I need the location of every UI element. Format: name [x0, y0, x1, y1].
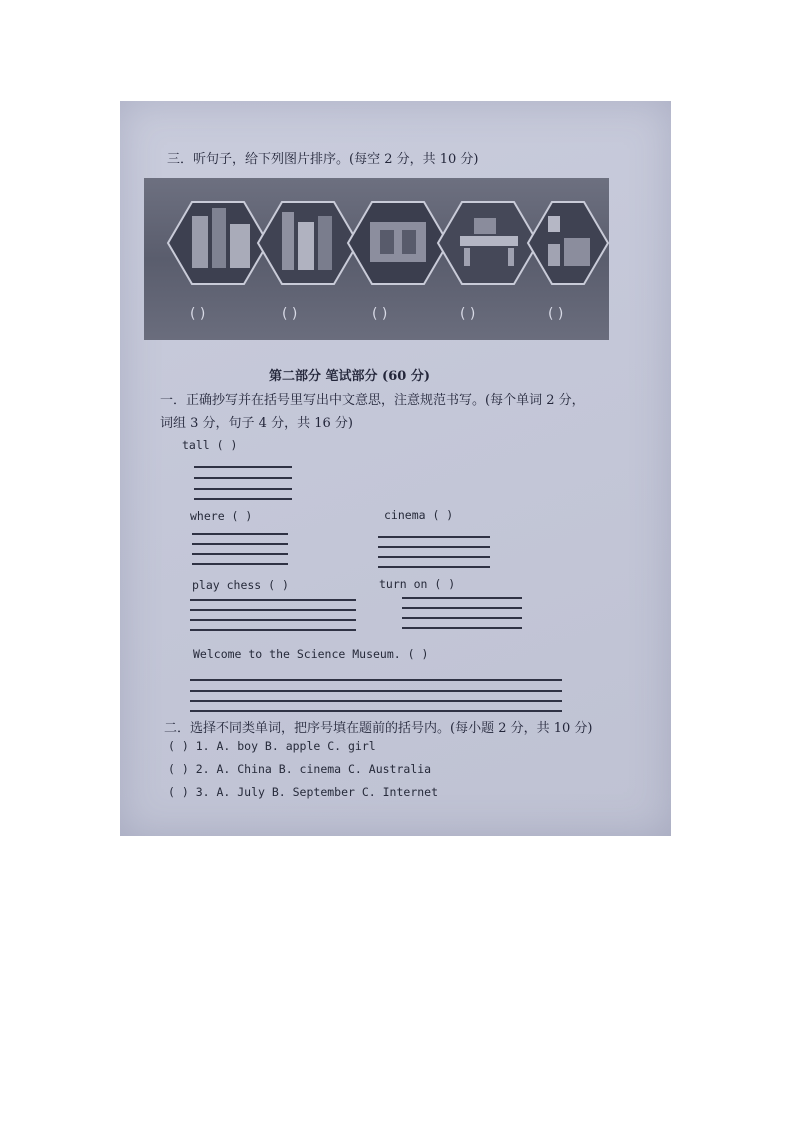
writing-line[interactable]	[194, 498, 292, 500]
picture-slot-5[interactable]: ( )	[548, 306, 564, 322]
writing-line[interactable]	[378, 556, 490, 558]
item-turn-on: turn on ( )	[379, 577, 456, 591]
picture-slot-2[interactable]: ( )	[282, 306, 298, 322]
writing-line[interactable]	[192, 543, 288, 545]
scanned-worksheet-photo	[120, 101, 671, 836]
writing-line[interactable]	[190, 710, 562, 712]
writing-line[interactable]	[192, 563, 288, 565]
writing-line[interactable]	[190, 599, 356, 601]
question-2: ( ) 2. A. China B. cinema C. Australia	[168, 762, 432, 776]
writing-line[interactable]	[378, 566, 490, 568]
question-3: ( ) 3. A. July B. September C. Internet	[168, 785, 439, 799]
picture-strip	[144, 178, 609, 340]
writing-line[interactable]	[378, 546, 490, 548]
section3-title: 三．听句子，给下列图片排序。(每空 2 分，共 10 分)	[167, 152, 479, 167]
writing-line[interactable]	[192, 553, 288, 555]
writing-line[interactable]	[194, 466, 292, 468]
writing-line[interactable]	[194, 488, 292, 490]
question-1: ( ) 1. A. boy B. apple C. girl	[168, 739, 376, 753]
part2-title: 第二部分 笔试部分 (60 分)	[269, 369, 430, 384]
buildings-icon	[168, 202, 268, 284]
room-icon	[528, 202, 608, 284]
writing-line[interactable]	[402, 607, 522, 609]
picture-slot-4[interactable]: ( )	[460, 306, 476, 322]
item-where: where ( )	[190, 509, 253, 523]
classroom-icon	[438, 202, 538, 284]
writing-line[interactable]	[190, 690, 562, 692]
writing-line[interactable]	[190, 609, 356, 611]
section2-title: 二．选择不同类单词，把序号填在题前的括号内。(每小题 2 分，共 10 分)	[164, 721, 593, 736]
writing-line[interactable]	[402, 597, 522, 599]
writing-line[interactable]	[190, 679, 562, 681]
item-play-chess: play chess ( )	[192, 578, 289, 592]
writing-line[interactable]	[402, 627, 522, 629]
writing-line[interactable]	[378, 536, 490, 538]
writing-line[interactable]	[190, 700, 562, 702]
section1-title-line2: 词组 3 分，句子 4 分，共 16 分)	[160, 416, 353, 431]
item-tall: tall ( )	[182, 438, 238, 452]
cinema-icon	[348, 202, 448, 284]
section1-title-line1: 一．正确抄写并在括号里写出中文意思，注意规范书写。(每个单词 2 分，	[160, 393, 585, 408]
item-cinema: cinema ( )	[384, 508, 454, 522]
city-icon	[258, 202, 358, 284]
picture-slot-3[interactable]: ( )	[372, 306, 388, 322]
writing-line[interactable]	[190, 629, 356, 631]
writing-line[interactable]	[192, 533, 288, 535]
writing-line[interactable]	[194, 477, 292, 479]
writing-line[interactable]	[402, 617, 522, 619]
picture-slot-1[interactable]: ( )	[190, 306, 206, 322]
writing-line[interactable]	[190, 619, 356, 621]
item-welcome-sentence: Welcome to the Science Museum. ( )	[193, 647, 429, 661]
